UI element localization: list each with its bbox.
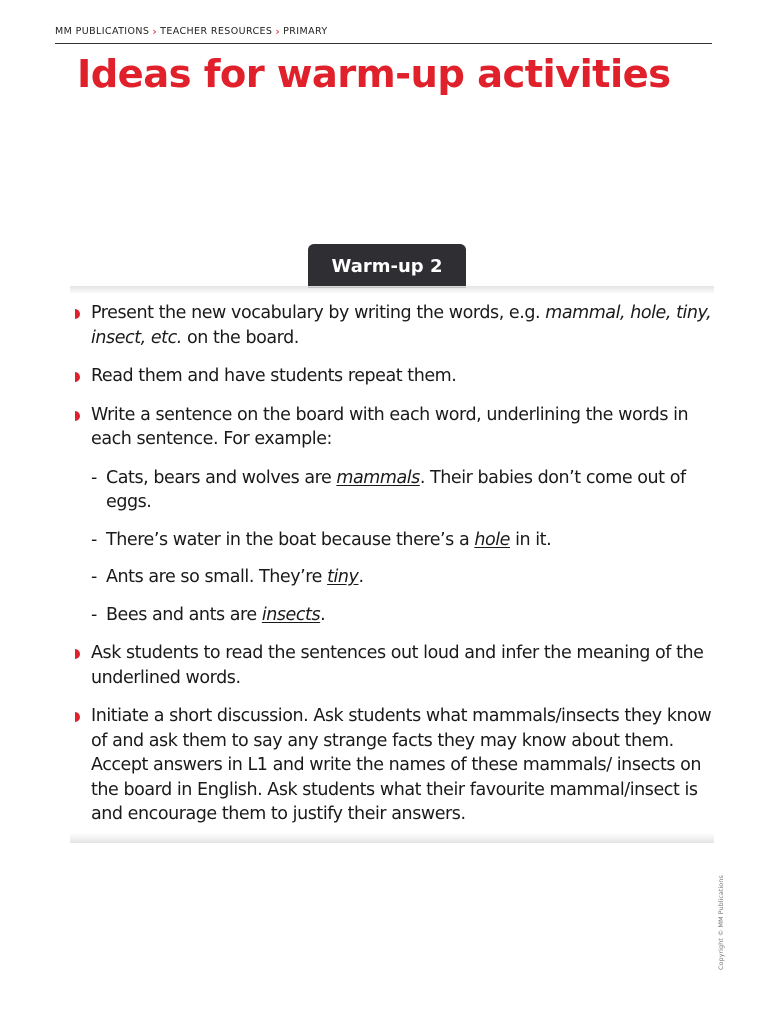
example-item <box>91 603 712 628</box>
item-text: Ask students to read the sentences out loud and infer the meaning of the underlined words. <box>91 643 704 688</box>
breadcrumb <box>55 26 328 37</box>
item-text: on the board. <box>181 327 299 348</box>
example-item <box>91 528 712 553</box>
item-text: Present the new vocabulary by writing the words, e.g. <box>91 303 546 323</box>
section-label: Warm-up 2 <box>308 244 466 288</box>
list-item <box>72 641 712 690</box>
example-item <box>91 565 712 590</box>
example-list <box>91 466 712 628</box>
example-text: . <box>320 604 326 625</box>
dash-marker: - <box>91 567 97 587</box>
copyright-notice: Copyright © MM Publications <box>717 875 725 970</box>
half-circle-bullet-icon <box>75 372 80 382</box>
page-title: Ideas for warm-up activities <box>77 52 671 97</box>
example-item <box>91 466 712 515</box>
underlined-word: tiny <box>327 567 359 587</box>
chevron-right-icon: › <box>152 25 158 38</box>
section-band-top <box>70 286 714 294</box>
half-circle-bullet-icon <box>75 712 80 722</box>
example-text: There’s water in the boat because there’s a <box>106 529 475 550</box>
list-item <box>72 301 712 350</box>
header-divider <box>55 43 712 44</box>
half-circle-bullet-icon <box>75 649 80 659</box>
half-circle-bullet-icon <box>75 309 80 319</box>
underlined-word: mammals <box>336 467 420 488</box>
dash-marker: - <box>91 529 97 550</box>
list-item <box>72 364 712 389</box>
underlined-word: insects <box>261 604 321 625</box>
example-text: . Their babies don’t come out of eggs. <box>106 467 686 512</box>
example-text: Ants are so small. They’re <box>106 567 328 587</box>
dash-marker: - <box>91 604 97 625</box>
item-text: Initiate a short discussion. Ask students what mammals/insects they know of and ask them to say any strange facts they may know about them. Accept answers in L1 and write the names of these mammals/ insects on the board in English. Ask students what their favourite mammal/insect is and encourage them to justify their answers. <box>91 706 712 824</box>
dash-marker: - <box>91 467 97 488</box>
item-text: Write a sentence on the board with each word, underlining the words in each sentence. For example: <box>91 404 689 449</box>
example-text: Cats, bears and wolves are <box>106 467 337 488</box>
chevron-right-icon: › <box>275 25 281 38</box>
breadcrumb-item[interactable]: TEACHER RESOURCES <box>160 26 273 37</box>
item-text: Read them and have students repeat them. <box>91 366 457 386</box>
example-text: . <box>358 567 364 587</box>
example-text: Bees and ants are <box>106 604 262 625</box>
list-item <box>72 403 712 628</box>
list-item <box>72 704 712 827</box>
underlined-word: hole <box>474 529 510 550</box>
section-band-bottom <box>70 833 714 843</box>
activity-list <box>72 301 712 841</box>
breadcrumb-item[interactable]: PRIMARY <box>283 26 328 37</box>
item-emphasis: mammal, hole, tiny, insect, etc. <box>91 303 712 348</box>
half-circle-bullet-icon <box>75 411 80 421</box>
breadcrumb-item[interactable]: MM PUBLICATIONS <box>55 26 150 37</box>
example-text: in it. <box>509 529 552 550</box>
